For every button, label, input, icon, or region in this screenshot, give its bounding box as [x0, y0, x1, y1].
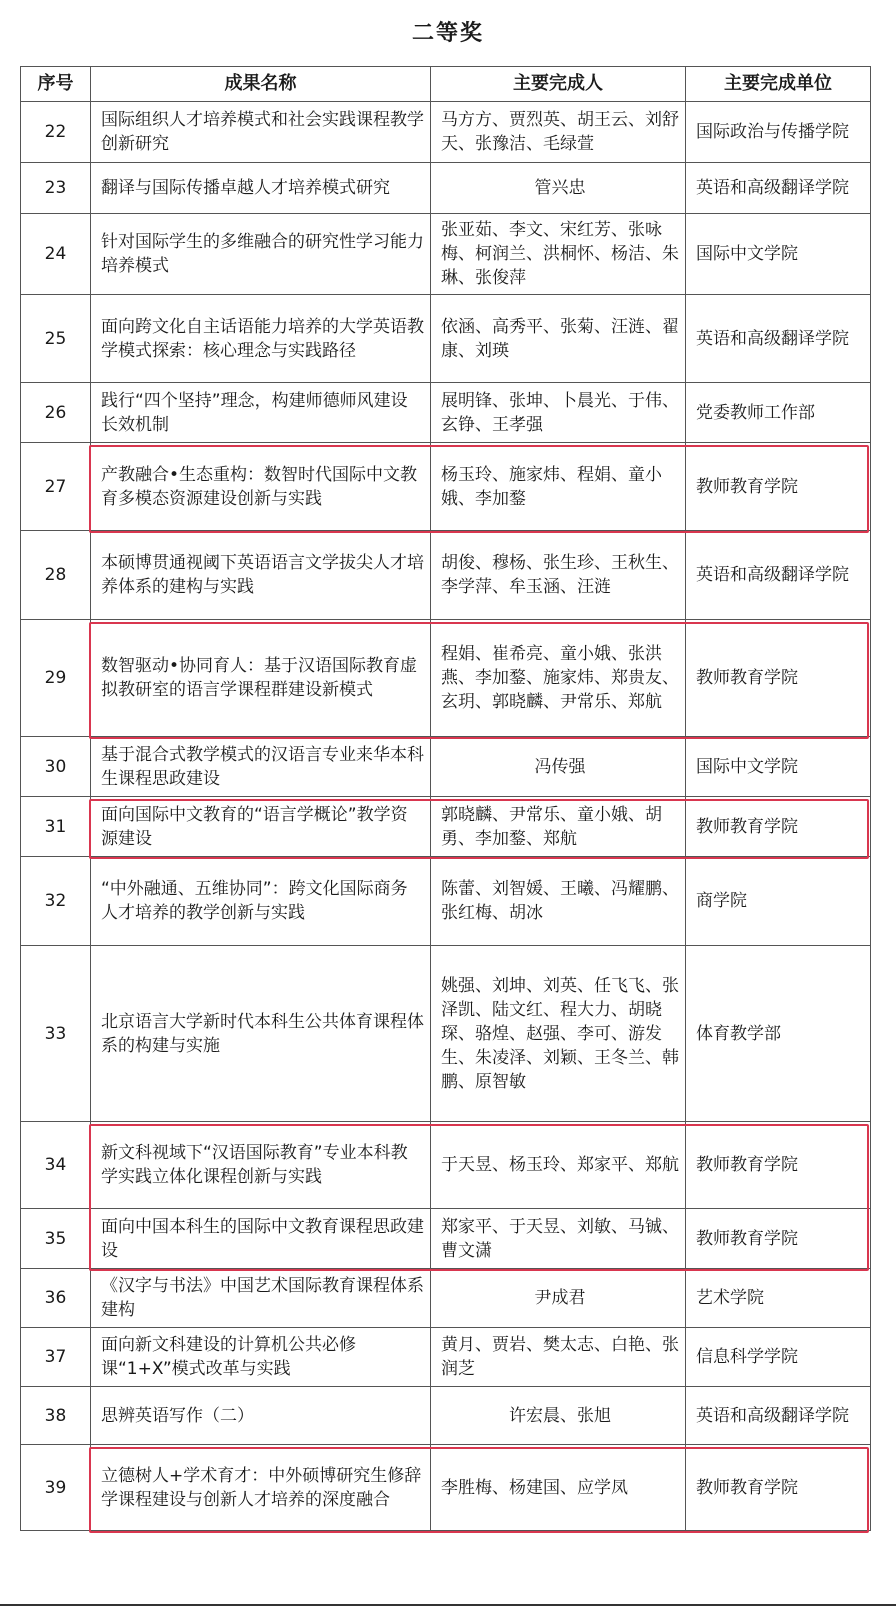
main-unit: 教师教育学院: [686, 620, 871, 737]
row-number: 30: [21, 737, 91, 797]
main-contributors: 马方方、贾烈英、胡王云、刘舒天、张豫洁、毛绿萱: [431, 102, 686, 163]
row-number: 39: [21, 1445, 91, 1531]
main-contributors: 胡俊、穆杨、张生珍、王秋生、李学萍、牟玉涵、汪涟: [431, 531, 686, 620]
achievement-title: “中外融通、五维协同”：跨文化国际商务人才培养的教学创新与实践: [91, 857, 431, 946]
achievement-title: 立德树人+学术育才：中外硕博研究生修辞学课程建设与创新人才培养的深度融合: [91, 1445, 431, 1531]
row-number: 33: [21, 946, 91, 1122]
row-number: 32: [21, 857, 91, 946]
table-body: [21, 102, 871, 1531]
achievement-title: 翻译与国际传播卓越人才培养模式研究: [91, 163, 431, 214]
achievement-title: 针对国际学生的多维融合的研究性学习能力培养模式: [91, 214, 431, 295]
main-unit: 教师教育学院: [686, 1445, 871, 1531]
main-unit: 英语和高级翻译学院: [686, 295, 871, 383]
main-unit: 艺术学院: [686, 1269, 871, 1328]
achievement-title: 数智驱动•协同育人：基于汉语国际教育虚拟教研室的语言学课程群建设新模式: [91, 620, 431, 737]
table-row: [21, 1445, 871, 1531]
row-number: 34: [21, 1122, 91, 1209]
main-contributors: 郭晓麟、尹常乐、童小娥、胡勇、李加鍪、郑航: [431, 797, 686, 857]
main-contributors: 尹成君: [431, 1269, 686, 1328]
table-row: [21, 1328, 871, 1387]
main-contributors: 许宏晨、张旭: [431, 1387, 686, 1445]
table-row: [21, 1122, 871, 1209]
achievement-title: 践行“四个坚持”理念，构建师德师风建设长效机制: [91, 383, 431, 443]
row-number: 31: [21, 797, 91, 857]
main-unit: 教师教育学院: [686, 1122, 871, 1209]
main-contributors: 冯传强: [431, 737, 686, 797]
main-contributors: 郑家平、于天昱、刘敏、马铖、曹文潇: [431, 1209, 686, 1269]
header-title: 成果名称: [91, 67, 431, 102]
main-unit: 教师教育学院: [686, 443, 871, 531]
row-number: 29: [21, 620, 91, 737]
page-title: 二等奖: [411, 21, 484, 46]
row-number: 25: [21, 295, 91, 383]
table-row: [21, 383, 871, 443]
header-people: 主要完成人: [431, 67, 686, 102]
table-row: [21, 163, 871, 214]
main-contributors: 黄月、贾岩、樊太志、白艳、张润芝: [431, 1328, 686, 1387]
main-unit: 国际中文学院: [686, 214, 871, 295]
achievement-title: 产教融合•生态重构：数智时代国际中文教育多模态资源建设创新与实践: [91, 443, 431, 531]
achievement-title: 基于混合式教学模式的汉语言专业来华本科生课程思政建设: [91, 737, 431, 797]
table-row: [21, 946, 871, 1122]
main-unit: 国际中文学院: [686, 737, 871, 797]
row-number: 22: [21, 102, 91, 163]
table-row: [21, 295, 871, 383]
header-no: 序号: [21, 67, 91, 102]
main-contributors: 姚强、刘坤、刘英、任飞飞、张泽凯、陆文红、程大力、胡晓琛、骆煌、赵强、李可、游发生、朱凌泽、刘颖、王冬兰、韩鹏、原智敏: [431, 946, 686, 1122]
row-number: 28: [21, 531, 91, 620]
main-contributors: 陈蕾、刘智媛、王曦、冯耀鹏、张红梅、胡冰: [431, 857, 686, 946]
main-unit: 信息科学学院: [686, 1328, 871, 1387]
row-number: 35: [21, 1209, 91, 1269]
main-unit: 国际政治与传播学院: [686, 102, 871, 163]
main-contributors: 管兴忠: [431, 163, 686, 214]
main-contributors: 李胜梅、杨建国、应学凤: [431, 1445, 686, 1531]
achievement-title: 面向跨文化自主话语能力培养的大学英语教学模式探索：核心理念与实践路径: [91, 295, 431, 383]
table-row: [21, 620, 871, 737]
achievement-title: 面向国际中文教育的“语言学概论”教学资源建设: [91, 797, 431, 857]
main-unit: 商学院: [686, 857, 871, 946]
main-unit: 英语和高级翻译学院: [686, 531, 871, 620]
table-row: [21, 737, 871, 797]
achievement-title: 《汉字与书法》中国艺术国际教育课程体系建构: [91, 1269, 431, 1328]
row-number: 24: [21, 214, 91, 295]
row-number: 38: [21, 1387, 91, 1445]
table-row: [21, 102, 871, 163]
main-unit: 英语和高级翻译学院: [686, 163, 871, 214]
table-row: [21, 531, 871, 620]
main-contributors: 杨玉玲、施家炜、程娟、童小娥、李加鍪: [431, 443, 686, 531]
main-contributors: 程娟、崔希亮、童小娥、张洪燕、李加鍪、施家炜、郑贵友、玄玥、郭晓麟、尹常乐、郑航: [431, 620, 686, 737]
award-table: [20, 66, 871, 1531]
main-unit: 教师教育学院: [686, 797, 871, 857]
table-row: [21, 443, 871, 531]
table-row: [21, 1209, 871, 1269]
table-row: [21, 797, 871, 857]
table-row: [21, 1387, 871, 1445]
table-row: [21, 214, 871, 295]
table-row: [21, 857, 871, 946]
achievement-title: 北京语言大学新时代本科生公共体育课程体系的构建与实施: [91, 946, 431, 1122]
achievement-title: 国际组织人才培养模式和社会实践课程教学创新研究: [91, 102, 431, 163]
row-number: 26: [21, 383, 91, 443]
main-unit: 党委教师工作部: [686, 383, 871, 443]
table-header-row: [21, 67, 871, 102]
main-contributors: 于天昱、杨玉玲、郑家平、郑航: [431, 1122, 686, 1209]
main-unit: 教师教育学院: [686, 1209, 871, 1269]
main-contributors: 展明锋、张坤、卜晨光、于伟、玄铮、王孝强: [431, 383, 686, 443]
achievement-title: 思辨英语写作（二）: [91, 1387, 431, 1445]
bottom-rule: [0, 1604, 896, 1606]
main-contributors: 依涵、高秀平、张菊、汪涟、翟康、刘瑛: [431, 295, 686, 383]
row-number: 36: [21, 1269, 91, 1328]
main-unit: 体育教学部: [686, 946, 871, 1122]
achievement-title: 新文科视域下“汉语国际教育”专业本科教学实践立体化课程创新与实践: [91, 1122, 431, 1209]
row-number: 23: [21, 163, 91, 214]
achievement-title: 面向中国本科生的国际中文教育课程思政建设: [91, 1209, 431, 1269]
achievement-title: 面向新文科建设的计算机公共必修课“1+X”模式改革与实践: [91, 1328, 431, 1387]
header-unit: 主要完成单位: [686, 67, 871, 102]
row-number: 37: [21, 1328, 91, 1387]
main-unit: 英语和高级翻译学院: [686, 1387, 871, 1445]
main-contributors: 张亚茹、李文、宋红芳、张咏梅、柯润兰、洪桐怀、杨洁、朱琳、张俊萍: [431, 214, 686, 295]
achievement-title: 本硕博贯通视阈下英语语言文学拔尖人才培养体系的建构与实践: [91, 531, 431, 620]
row-number: 27: [21, 443, 91, 531]
table-row: [21, 1269, 871, 1328]
